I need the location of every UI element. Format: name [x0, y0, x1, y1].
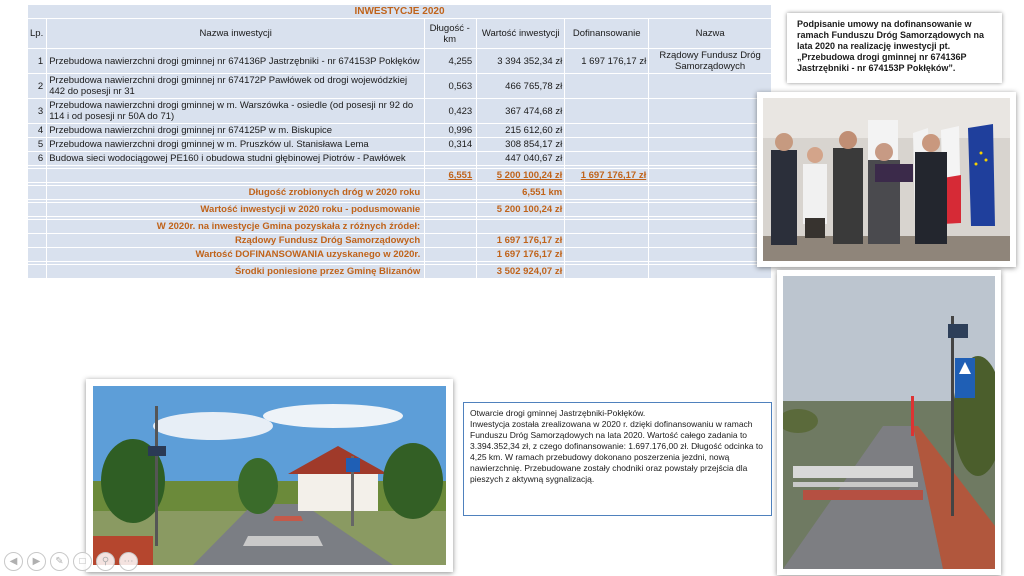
header-name: Nazwa inwestycji: [47, 19, 425, 49]
arrow-right-icon[interactable]: ▶: [27, 552, 46, 571]
header-cofinancing: Dofinansowanie: [565, 19, 649, 49]
row-name: Przebudowa nawierzchni drogi gminnej w m. Pruszków ul. Stanisława Lema: [47, 138, 425, 152]
row-length: [425, 152, 477, 166]
row-source: Rządowy Fundusz Dróg Samorządowych: [649, 49, 772, 74]
table-title: INWESTYCJE 2020: [28, 5, 772, 19]
row-name: Przebudowa nawierzchni drogi gminnej nr 674172P Pawłówek od drogi wojewódzkiej 442 do posesji nr 31: [47, 74, 425, 99]
summary-roads-value: 6,551 km: [477, 186, 565, 200]
row-lp: 4: [28, 124, 47, 138]
row-cofinancing: 1 697 176,17 zł: [565, 49, 649, 74]
row-lp: 3: [28, 99, 47, 124]
row-source: [649, 74, 772, 99]
arrow-left-icon[interactable]: ◀: [4, 552, 23, 571]
header-lp: Lp.: [28, 19, 47, 49]
table-row: [28, 124, 772, 138]
row-value: 215 612,60 zł: [477, 124, 565, 138]
signing-note: [787, 13, 1002, 83]
table-row: [28, 74, 772, 99]
summary-fund-value: 1 697 176,17 zł: [477, 234, 565, 248]
summary-row: [28, 220, 772, 234]
summary-own-label: Środki poniesione przez Gminę Blizanów: [47, 265, 425, 279]
header-value: Wartość inwestycji: [477, 19, 565, 49]
row-cofinancing: [565, 99, 649, 124]
opening-note: [463, 402, 772, 516]
row-value: 447 040,67 zł: [477, 152, 565, 166]
investments-table: [27, 4, 772, 279]
row-name: Przebudowa nawierzchni drogi gminnej nr 674136P Jastrzębniki - nr 674153P Pokłęków: [47, 49, 425, 74]
signing-ceremony-image: [763, 98, 1010, 261]
row-length: 0,563: [425, 74, 477, 99]
row-name: Przebudowa nawierzchni drogi gminnej nr 674125P w m. Biskupice: [47, 124, 425, 138]
row-value: 3 394 352,34 zł: [477, 49, 565, 74]
totals-row: [28, 169, 772, 183]
row-source: [649, 138, 772, 152]
slide-controls: [4, 552, 138, 571]
signing-note-text: Podpisanie umowy na dofinansowanie w ramach Funduszu Dróg Samorządowych na lata 2020 na realizację inwestycji pt. „Przebudowa drogi gminnej nr 674136P Jastrzębniki - nr 674153P Pokłęków”.: [797, 19, 985, 73]
summary-cofin-label: Wartość DOFINANSOWANIA uzyskanego w 2020r.: [47, 248, 425, 262]
summary-roads-label: Długość zrobionych dróg w 2020 roku: [47, 186, 425, 200]
row-length: 0,423: [425, 99, 477, 124]
row-name: Budowa sieci wodociągowej PE160 i obudowa studni głębinowej Piotrów - Pawłówek: [47, 152, 425, 166]
row-lp: 6: [28, 152, 47, 166]
row-value: 367 474,68 zł: [477, 99, 565, 124]
summary-invest-value: 5 200 100,24 zł: [477, 203, 565, 217]
table-title-row: [28, 5, 772, 19]
row-lp: 5: [28, 138, 47, 152]
summary-invest-label: Wartość inwestycji w 2020 roku - podusmowanie: [47, 203, 425, 217]
opening-note-body: Inwestycja została zrealizowana w 2020 r. dzięki dofinansowaniu w ramach Funduszu Dróg Samorządowych na lata 2020. Wartość całego zadania to 3.394.352,34 zł, z czego dofinansowanie: 1.697.176,00 zł. Długość odcinka to 4,25 km. W ramach przebudowy dokonano poszerzenia jezdni, nową nawierzchnię. Przebudowane zostały chodniki oraz powstały przejścia dla pieszych z aktywną sygnalizacją.: [470, 419, 763, 484]
row-cofinancing: [565, 152, 649, 166]
summary-row: [28, 265, 772, 279]
row-source: [649, 99, 772, 124]
summary-row: [28, 248, 772, 262]
road-photo-right: [777, 270, 1001, 575]
slides-icon[interactable]: □: [73, 552, 92, 571]
signing-ceremony-photo: [757, 92, 1016, 267]
total-cofinancing: 1 697 176,17 zł: [565, 169, 649, 183]
road-image-bottom: [93, 386, 446, 565]
row-source: [649, 152, 772, 166]
summary-own-value: 3 502 924,07 zł: [477, 265, 565, 279]
road-photo-bottom: [86, 379, 453, 572]
row-length: 0,314: [425, 138, 477, 152]
header-source: Nazwa: [649, 19, 772, 49]
total-length: 6,551: [425, 169, 477, 183]
summary-fund-label: Rządowy Fundusz Dróg Samorządowych: [47, 234, 425, 248]
row-lp: 2: [28, 74, 47, 99]
row-source: [649, 124, 772, 138]
zoom-icon[interactable]: ⚲: [96, 552, 115, 571]
header-length: Długość - km: [425, 19, 477, 49]
row-length: 0,996: [425, 124, 477, 138]
table-row: [28, 49, 772, 74]
table-row: [28, 99, 772, 124]
summary-sources-label: W 2020r. na inwestycje Gmina pozyskała z różnych źródeł:: [47, 220, 425, 234]
row-lp: 1: [28, 49, 47, 74]
table-row: [28, 138, 772, 152]
pen-icon[interactable]: ✎: [50, 552, 69, 571]
total-value: 5 200 100,24 zł: [477, 169, 565, 183]
row-cofinancing: [565, 124, 649, 138]
summary-row: [28, 203, 772, 217]
row-value: 308 854,17 zł: [477, 138, 565, 152]
table-header-row: [28, 19, 772, 49]
row-name: Przebudowa nawierzchni drogi gminnej w m. Warszówka - osiedle (od posesji nr 92 do 114 i od posesji nr 50A do 71): [47, 99, 425, 124]
row-length: 4,255: [425, 49, 477, 74]
summary-cofin-value: 1 697 176,17 zł: [477, 248, 565, 262]
row-value: 466 765,78 zł: [477, 74, 565, 99]
summary-row: [28, 234, 772, 248]
more-icon[interactable]: ⋯: [119, 552, 138, 571]
road-image-right: [783, 276, 995, 569]
summary-row: [28, 186, 772, 200]
table-row: [28, 152, 772, 166]
row-cofinancing: [565, 138, 649, 152]
opening-note-title: Otwarcie drogi gminnej Jastrzębniki-Pokłęków.: [470, 408, 646, 418]
row-cofinancing: [565, 74, 649, 99]
